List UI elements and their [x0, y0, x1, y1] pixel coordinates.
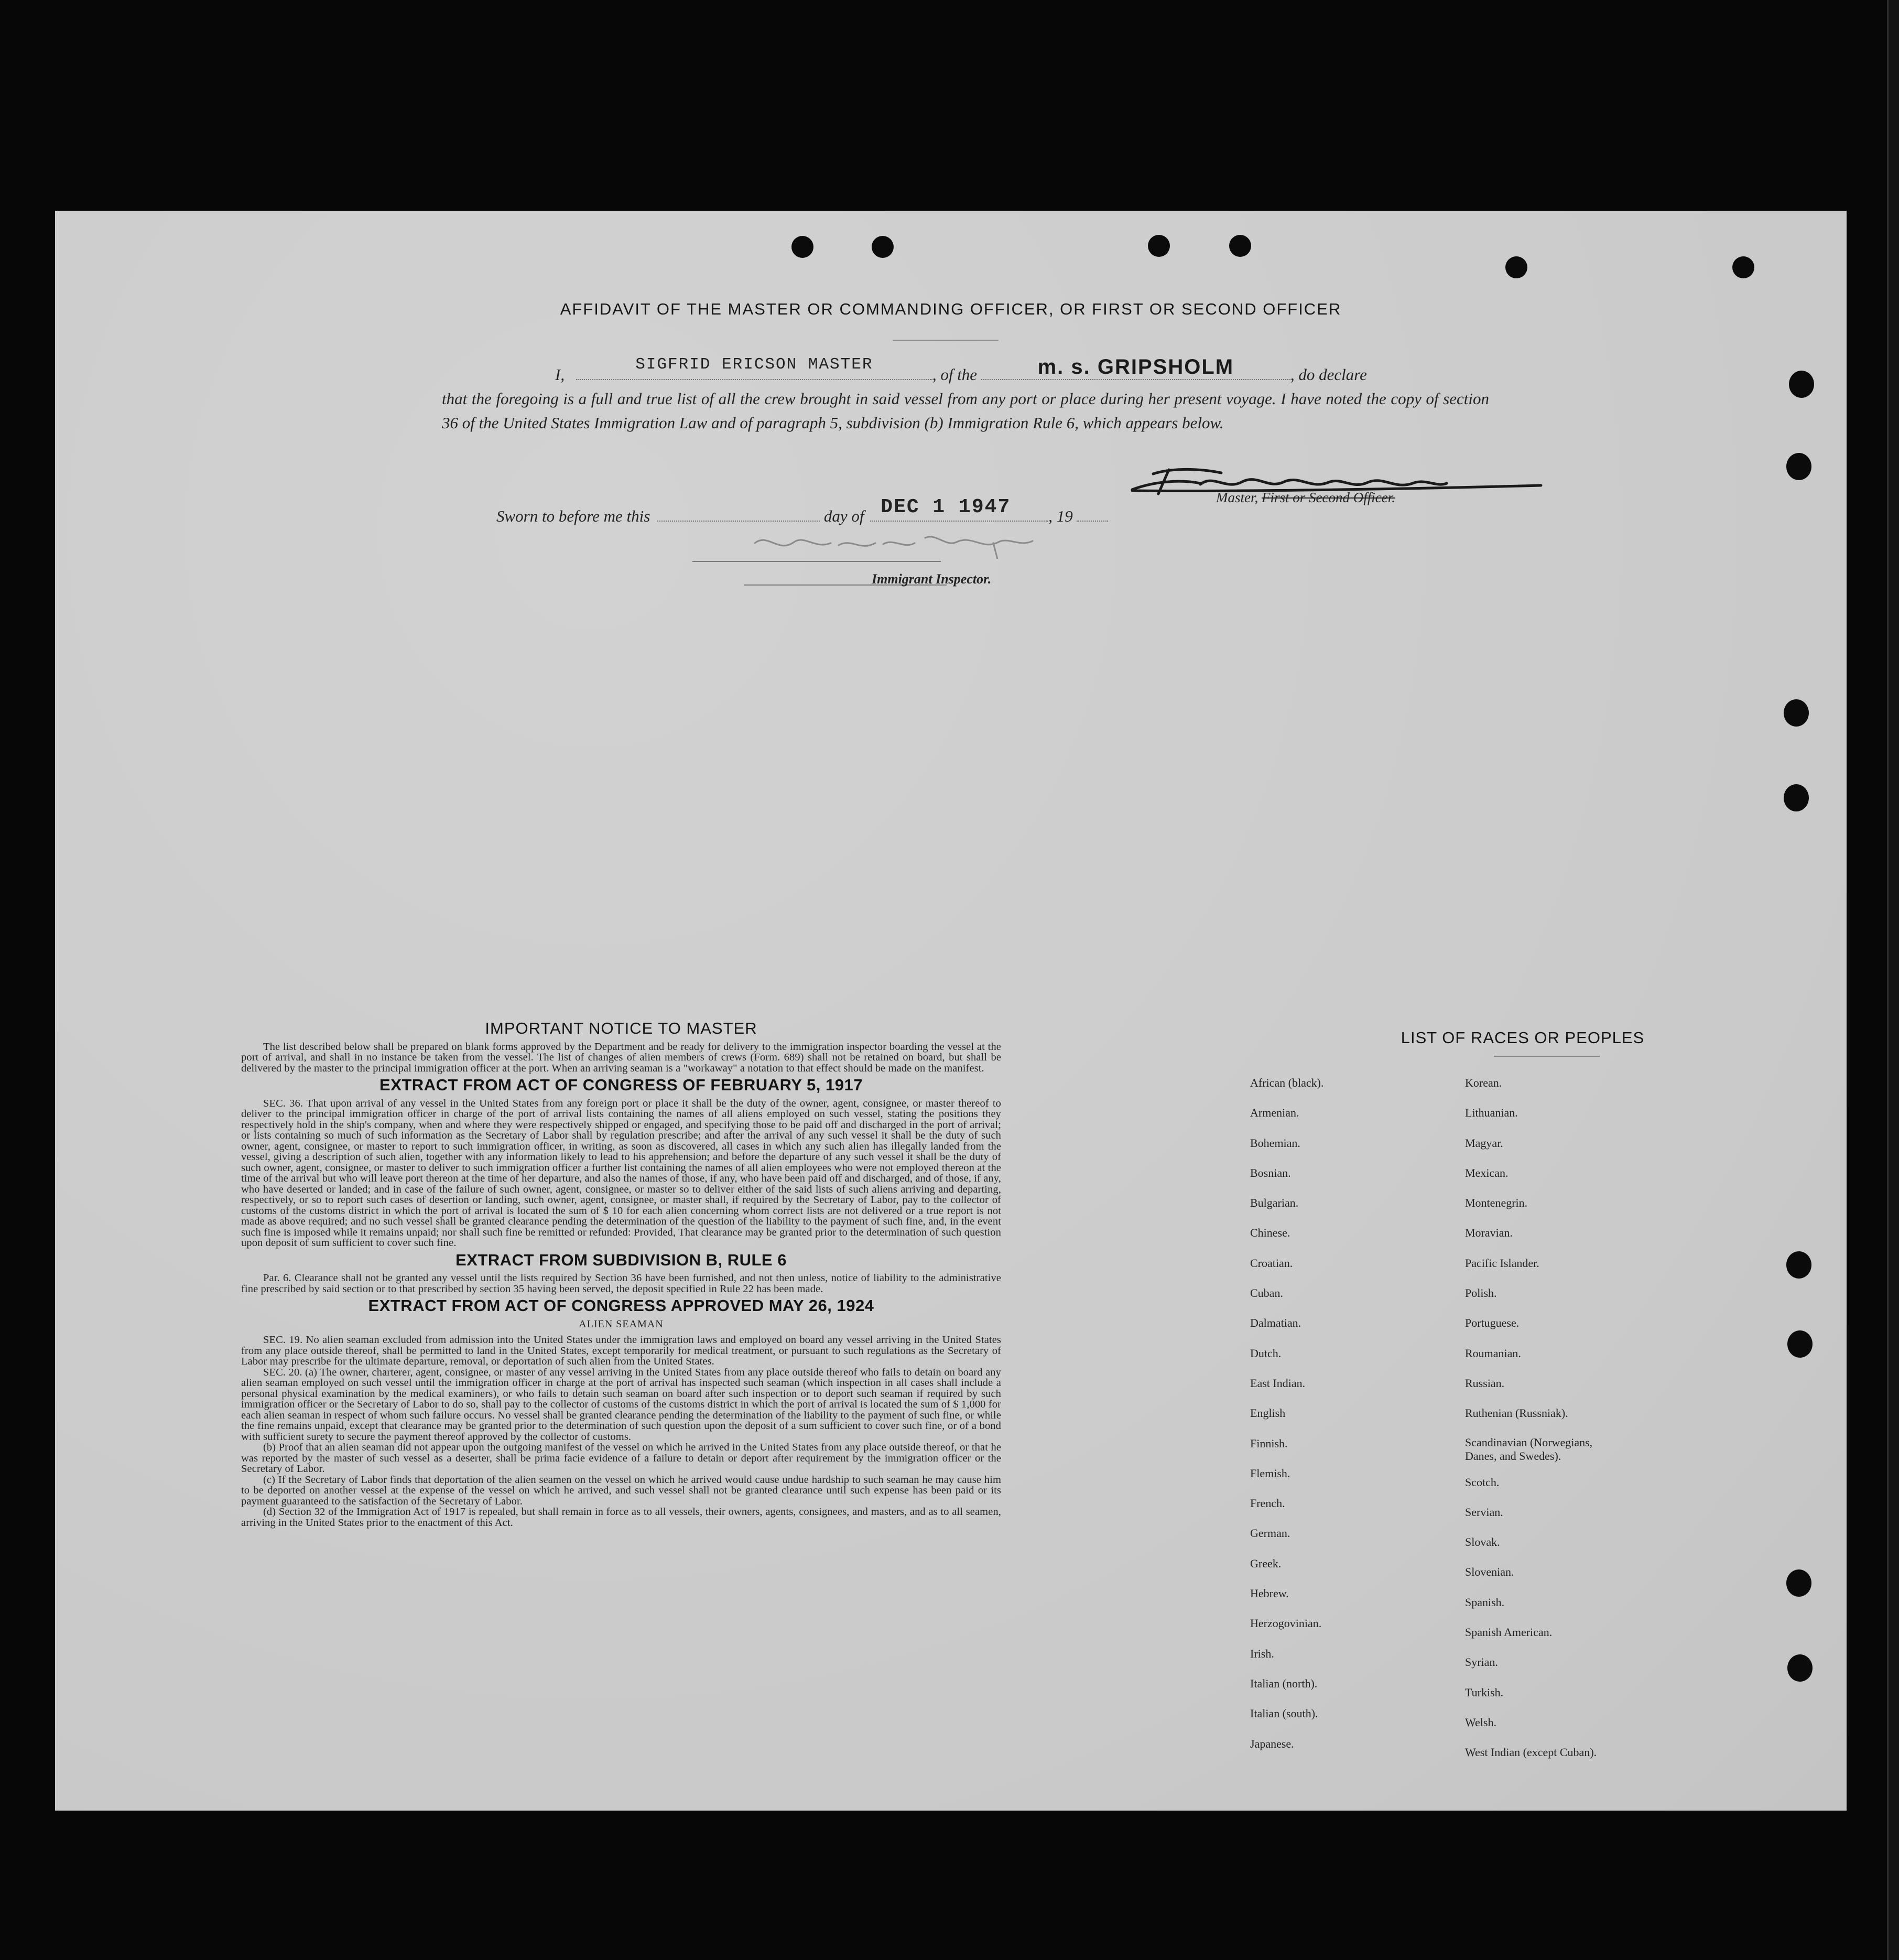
sec20b-text: (b) Proof that an alien seaman did not appear upon the outgoing manifest of the vessel on which he arrived in the United States from any place outside thereof, or that he was reported by the master of such vessel as a deserter, shall be prima facie evidence of a failure to detain or deport after requirement by the immigration officer or the Secretary of Labor.: [241, 1442, 1001, 1475]
vessel-name: m. s. GRIPSHOLM: [1037, 355, 1234, 378]
race-item: Montenegrin.: [1465, 1196, 1528, 1210]
document-page: [55, 211, 1847, 1811]
race-item: Russian.: [1465, 1376, 1505, 1390]
race-item: Scandinavian (Norwegians, Danes, and Swedes).: [1465, 1435, 1593, 1463]
races-right-column: [1465, 1068, 1597, 1768]
race-item: African (black).: [1250, 1076, 1324, 1089]
race-item: Finnish.: [1250, 1436, 1288, 1450]
race-item: Cuban.: [1250, 1286, 1283, 1300]
punch-hole: [791, 236, 813, 258]
master-title: [1216, 490, 1395, 506]
race-item: Korean.: [1465, 1076, 1502, 1089]
race-item: Syrian.: [1465, 1655, 1498, 1669]
officer-name: SIGFRID ERICSON MASTER: [635, 355, 873, 374]
race-item: Portuguese.: [1465, 1316, 1520, 1330]
extract1-title: EXTRACT FROM ACT OF CONGRESS OF FEBRUARY 5, 1917: [379, 1076, 863, 1094]
race-item: Greek.: [1250, 1556, 1282, 1570]
race-item: English: [1250, 1406, 1286, 1420]
race-item: Spanish.: [1465, 1595, 1505, 1609]
extract2-title: EXTRACT FROM SUBDIVISION B, RULE 6: [455, 1250, 787, 1269]
master-title-plain: Master,: [1216, 490, 1262, 505]
race-item: Magyar.: [1465, 1136, 1503, 1150]
punch-hole: [1505, 256, 1527, 278]
notice-section: [241, 1017, 1001, 1528]
race-item: Herzogovinian.: [1250, 1617, 1322, 1630]
inspector-signature-line: [692, 561, 941, 562]
race-item: Italian (south).: [1250, 1707, 1318, 1720]
officer-name-field: [576, 355, 932, 380]
race-item: Mexican.: [1465, 1166, 1509, 1179]
punch-hole: [1784, 784, 1809, 811]
race-item: Irish.: [1250, 1647, 1274, 1660]
punch-hole: [1786, 1251, 1811, 1279]
race-item: Italian (north).: [1250, 1676, 1318, 1690]
race-item: German.: [1250, 1526, 1290, 1540]
extract1-text: SEC. 36. That upon arrival of any vessel in the United States from any foreign port or place it shall be the duty of the owner, agent, consignee, or master thereof to deliver to the principal immigration officer in charge of the port of arrival lists containing the names of all aliens employed on such vessel, stating the positions they respectively hold in the ship's company, when and where they were respectively shipped or engaged, and specifying those to be paid off and discharged in the port of arrival; or lists containing so much of such information as the Secretary of Labor shall by regulation prescribe; and after the arrival of any such vessel it shall be the duty of such owner, agent, consignee, or master to report to such immigration officer, in writing, as soon as discovered, all cases in which any such alien has illegally landed from the vessel, giving a description of such alien, together with any information likely to lead to his apprehension; and before the departure of any such vessel it shall be the duty of such owner, agent, consignee, or master to deliver to such immigration officer a further list containing the names of all alien employees who were not employed thereon at the time of the arrival but who will leave port thereon at the time of her departure, and also the names of those, if any, who have been paid off and discharged, and of those, if any, who have deserted or landed; and in case of the failure of such owner, agent, consignee, or master so to deliver either of the said lists of such aliens arriving and departing, respectively, or so to report such cases of desertion or landing, such owner, agent, consignee, or master shall, if required by the Secretary of Labor, pay to the collector of customs of the customs district in which the port of arrival is located the sum of $ 10 for each alien concerning whom correct lists are not delivered or a true report is not made as above required; and no such vessel shall be granted clearance pending the determination of the question of the liability to the payment of such fine, and, in the event such fine is imposed while it remains unpaid; nor shall such fine be remitted or refunded: Provided, That clearance may be granted prior to the determination of such question upon deposit of sum sufficient to cover such fine.: [241, 1097, 1001, 1249]
film-edge: [1887, 0, 1899, 1960]
sec19-text: SEC. 19. No alien seaman excluded from admission into the United States under the immigration laws and employed on board any vessel arriving in the United States from any place outside thereof, shall be permitted to land in the United States, except temporarily for medical treatment, or pursuant to such regulations as the Secretary of Labor may prescribe for the ultimate departure, removal, or deportation of such alien from the United States.: [241, 1334, 1001, 1367]
extract3-subtitle: ALIEN SEAMAN: [579, 1318, 664, 1330]
punch-hole: [1787, 1654, 1813, 1682]
notice-intro: The list described below shall be prepared on blank forms approved by the Department and be ready for delivery to the immigration inspector boarding the vessel at the port of arrival, and shall in no instance be taken from the vessel. The list of changes of alien members of crews (Form. 689) shall not be retained on board, but shall be delivered by the master to the principal immigration officer at the port. When an arriving seaman is a "workaway" a notation to that effect should be made on the manifest.: [241, 1041, 1001, 1074]
race-item: East Indian.: [1250, 1376, 1306, 1390]
race-item: Turkish.: [1465, 1685, 1504, 1699]
i-label: I,: [555, 365, 565, 384]
year-field: [1077, 505, 1108, 522]
punch-hole: [1784, 699, 1809, 727]
race-item: Scotch.: [1465, 1475, 1500, 1489]
races-title: LIST OF RACES OR PEOPLES: [1401, 1028, 1645, 1047]
vessel-name-field: [981, 355, 1290, 380]
punch-hole: [1789, 371, 1814, 398]
race-item: West Indian (except Cuban).: [1465, 1746, 1597, 1759]
punch-hole: [1732, 256, 1754, 278]
declaration-text: that the foregoing is a full and true list of all the crew brought in said vessel from any port or place during her present voyage. I have noted the copy of section 36 of the United States Immigration Law and of paragraph 5, subdivision (b) Immigration Rule 6, which appears below.: [442, 389, 1489, 432]
race-item: Slovak.: [1465, 1535, 1500, 1549]
race-item: Roumanian.: [1465, 1346, 1521, 1360]
punch-hole: [1229, 235, 1251, 257]
race-item: Lithuanian.: [1465, 1106, 1518, 1120]
race-item: Flemish.: [1250, 1466, 1290, 1480]
sec20d-text: (d) Section 32 of the Immigration Act of 1917 is repealed, but shall remain in force as to all vessels, their owners, agents, consignees, and masters, and as to all seamen, arriving in the United States prior to the enactment of this Act.: [241, 1506, 1001, 1529]
race-item: Hebrew.: [1250, 1587, 1289, 1600]
race-item: Servian.: [1465, 1505, 1503, 1519]
race-item: Ruthenian (Russniak).: [1465, 1406, 1568, 1420]
race-item: Croatian.: [1250, 1256, 1293, 1270]
punch-hole: [1148, 235, 1170, 257]
affidavit-title: AFFIDAVIT OF THE MASTER OR COMMANDING OFFICER, OR FIRST OR SECOND OFFICER: [560, 300, 1342, 318]
races-title-underline: [1494, 1056, 1600, 1057]
sworn-date: DEC 1 1947: [881, 496, 1011, 518]
title-underline: [893, 340, 999, 341]
race-item: Chinese.: [1250, 1226, 1290, 1240]
punch-hole: [1787, 1330, 1813, 1358]
punch-hole: [1786, 453, 1811, 480]
sec20a-text: SEC. 20. (a) The owner, charterer, agent, consignee, or master of any vessel arriving in the United States from any place outside thereof who fails to detain on board any alien seaman employed on such vessel until the immigration officer in charge at the port of arrival has inspected such seaman (which inspection in all cases shall include a personal physical examination by the medical examiners), or who fails to detain such seaman on board after such inspection or to deport such seaman if required by such immigration officer or the Secretary of Labor to do so, shall pay to the collector of customs of the customs district in which the port of arrival is located the sum of $ 1,000 for each alien seaman in respect of whom such failure occurs. No vessel shall be granted clearance pending the determination of the liability to the payment of such fine, or while the fine remains unpaid, except that clearance may be granted prior to the determination of such question upon the deposit of a sum sufficient to cover such fine, or of a bond with sufficient surety to secure the payment thereof approved by the collector of customs.: [241, 1366, 1001, 1443]
race-item: Bosnian.: [1250, 1166, 1291, 1179]
inspector-label: Immigrant Inspector.: [872, 571, 992, 587]
punch-hole: [872, 236, 894, 258]
notice-title: IMPORTANT NOTICE TO MASTER: [485, 1019, 757, 1037]
race-item: Japanese.: [1250, 1737, 1294, 1750]
race-item: Spanish American.: [1465, 1626, 1553, 1639]
punch-hole: [1786, 1569, 1811, 1597]
sworn-label: Sworn to before me this: [496, 507, 650, 525]
race-item: Welsh.: [1465, 1715, 1496, 1729]
year-prefix: , 19: [1048, 507, 1073, 525]
of-the-label: , of the: [932, 365, 978, 384]
do-declare-label: , do declare: [1290, 365, 1367, 384]
race-item: Dutch.: [1250, 1346, 1282, 1360]
races-left-column: [1250, 1068, 1323, 1759]
race-item: Polish.: [1465, 1286, 1497, 1300]
inspector-signature: [747, 522, 1061, 559]
race-item: Dalmatian.: [1250, 1316, 1301, 1330]
declaration-first-line: [442, 355, 1489, 387]
race-item: Moravian.: [1465, 1226, 1513, 1240]
sworn-day-field: [657, 505, 820, 522]
extract3-title: EXTRACT FROM ACT OF CONGRESS APPROVED MAY 26, 1924: [368, 1296, 874, 1315]
race-item: Bulgarian.: [1250, 1196, 1299, 1210]
sec20c-text: (c) If the Secretary of Labor finds that deportation of the alien seamen on the vessel on which he arrived would cause undue hardship to such seaman he may cause him to be deported on another vessel at the expense of the vessel on which he arrived, and such vessel shall not be granted clearance until such expense has been paid or its payment guaranteed to the satisfaction of the Secretary of Labor.: [241, 1474, 1001, 1507]
race-item: Slovenian.: [1465, 1565, 1514, 1579]
master-title-struck: First or Second Officer.: [1262, 490, 1395, 505]
race-item: French.: [1250, 1497, 1285, 1510]
day-of-label: day of: [823, 507, 864, 525]
race-item: Bohemian.: [1250, 1136, 1300, 1150]
extract2-text: Par. 6. Clearance shall not be granted any vessel until the lists required by Section 36 have been furnished, and not then unless, notice of liability to the administrative fine prescribed by said section or to that prescribed by section 35 having been served, the deposit specified in Rule 22 has been made.: [241, 1272, 1001, 1295]
race-item: Armenian.: [1250, 1106, 1299, 1120]
sworn-date-field: [870, 496, 1048, 522]
race-item: Pacific Islander.: [1465, 1256, 1539, 1270]
